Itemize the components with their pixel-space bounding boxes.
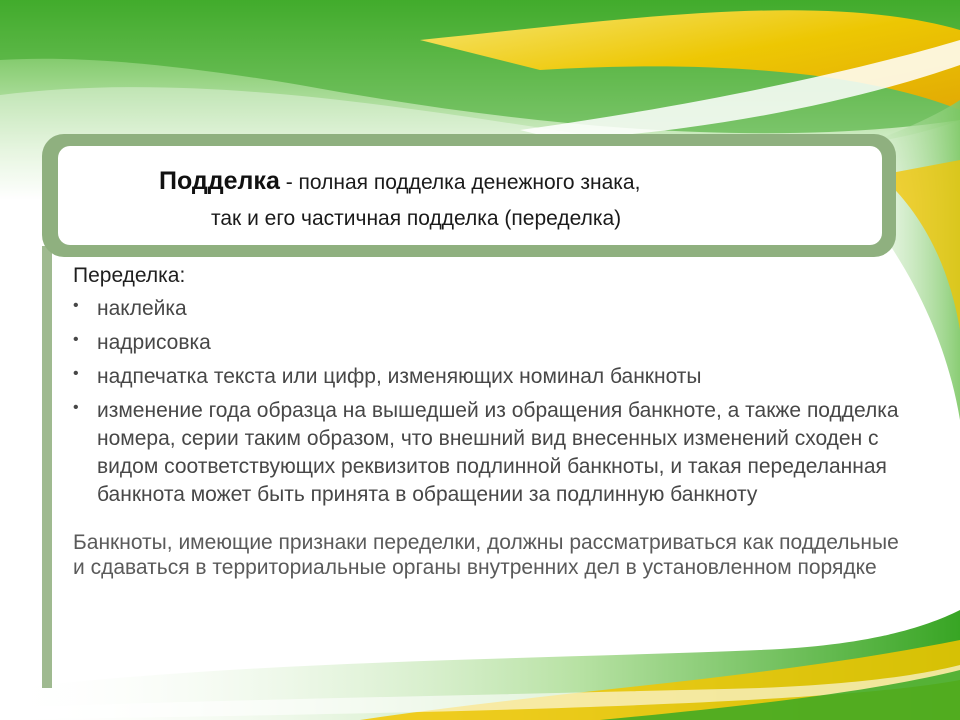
bullet-text: надрисовка	[97, 331, 211, 354]
content-area	[73, 262, 923, 580]
bullet-dot-icon: •	[73, 365, 79, 382]
bullet-dot-icon: •	[73, 399, 79, 416]
content-heading: Переделка:	[73, 264, 186, 287]
bullet-item	[73, 363, 923, 391]
bullet-text: изменение года образца на вышедшей из обращения банкноте, а также подделка номера, серии таким образом, что внешний вид внесенных изменений сходен с видом соответствующих реквизитов подлинной банкноты, и такая переделанная банкнота может быть принята в обращении за подлинную банкноту	[97, 399, 899, 506]
bullet-text: наклейка	[97, 297, 187, 320]
title-line-1	[159, 167, 640, 196]
title-term: Подделка	[159, 167, 280, 195]
title-frame	[42, 134, 896, 257]
title-box	[58, 146, 882, 245]
bullet-dot-icon: •	[73, 297, 79, 314]
left-vertical-rule	[42, 246, 52, 688]
bullet-item	[73, 397, 923, 509]
bullet-dot-icon: •	[73, 331, 79, 348]
bullet-item	[73, 295, 923, 323]
closing-note: Банкноты, имеющие признаки переделки, должны рассматриваться как поддельные и сдаваться в территориальные органы внутренних дел в установленном порядке	[73, 531, 899, 579]
bullet-item	[73, 329, 923, 357]
title-line-2: так и его частичная подделка (переделка)	[211, 207, 622, 230]
bullet-text: надпечатка текста или цифр, изменяющих номинал банкноты	[97, 365, 702, 388]
bullet-list	[73, 295, 923, 509]
title-definition-start: - полная подделка денежного знака,	[279, 171, 641, 194]
